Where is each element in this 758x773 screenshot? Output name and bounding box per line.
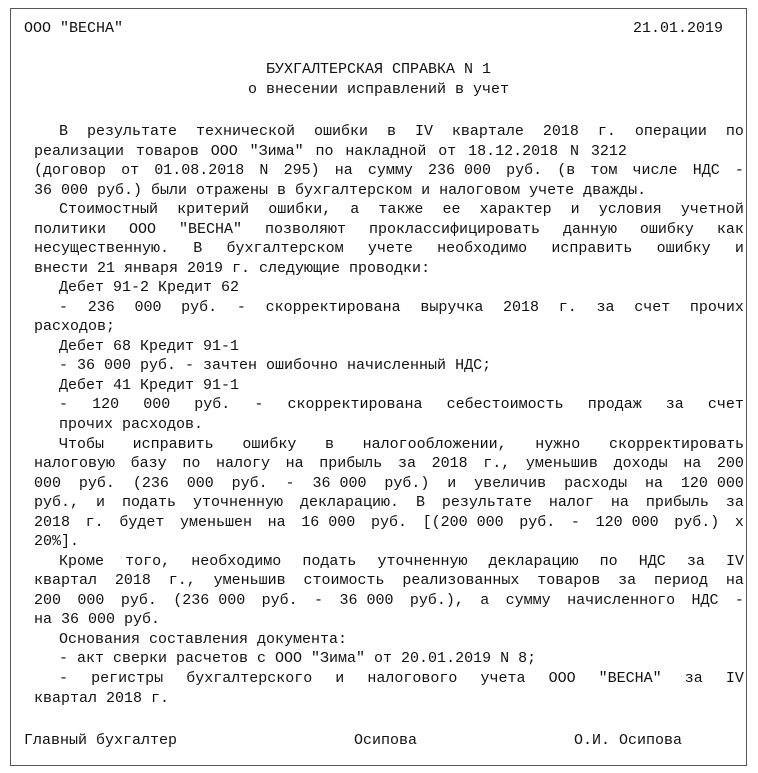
word: "ВЕСНА" xyxy=(598,670,662,687)
word: операции xyxy=(634,123,707,140)
body-line-11: расходов; xyxy=(34,318,116,335)
body-line-02 xyxy=(34,142,627,162)
body-line-23 xyxy=(59,552,744,572)
word: - xyxy=(254,396,264,413)
word: себестоимость xyxy=(446,396,564,413)
document-title: БУХГАЛТЕРСКАЯ СПРАВКА N 1 xyxy=(265,61,492,78)
word: характер xyxy=(479,201,552,218)
word: и xyxy=(447,475,457,492)
word: 2018 xyxy=(542,123,579,140)
word: за xyxy=(686,553,705,570)
word: за xyxy=(618,572,637,589)
word: 36 000 xyxy=(339,592,394,609)
word: г. xyxy=(558,299,577,316)
word: Чтобы xyxy=(59,436,105,453)
word: базу xyxy=(130,455,167,472)
word: руб. xyxy=(231,475,268,492)
word: за xyxy=(684,670,703,687)
word: НДС xyxy=(692,162,720,179)
word: 000 xyxy=(143,396,171,413)
word: г. xyxy=(597,123,616,140)
word: начисленного xyxy=(567,592,676,609)
document-date: 21.01.2019 xyxy=(633,20,724,37)
word: 236 000 xyxy=(427,162,491,179)
body-line-07 xyxy=(34,239,744,259)
word: а xyxy=(480,592,490,609)
entry-debit-68: Дебет 68 Кредит 91-1 xyxy=(59,338,240,355)
word: 01.08.2018 xyxy=(154,162,245,179)
word: руб. xyxy=(261,592,298,609)
body-line-03 xyxy=(34,161,744,181)
word: ее xyxy=(442,201,461,218)
body-line-26: на 36 000 руб. xyxy=(34,611,161,628)
word: технической xyxy=(195,123,295,140)
body-line-19 xyxy=(34,474,744,494)
word: на xyxy=(267,514,286,531)
word: x xyxy=(734,514,744,531)
word: IV xyxy=(414,123,433,140)
word: 200 xyxy=(716,455,744,472)
body-line-24 xyxy=(34,571,744,591)
signature-position: Главный бухгалтер xyxy=(24,732,178,749)
word: 2018 xyxy=(34,514,71,531)
word: (236 xyxy=(132,475,169,492)
basis-item-act: - акт сверки расчетов с ООО "Зима" от 20.01.2019 N 8; xyxy=(59,650,537,667)
word: уточненную xyxy=(192,494,283,511)
word: - xyxy=(59,670,69,687)
word: ООО xyxy=(210,143,238,160)
word: ошибку xyxy=(656,240,711,257)
word: налоговую xyxy=(34,455,116,472)
company-name: ООО "ВЕСНА" xyxy=(24,20,124,37)
word: г., xyxy=(168,572,196,589)
word: 000 xyxy=(77,592,105,609)
word: на xyxy=(334,162,353,179)
word: ООО xyxy=(128,221,156,238)
word: критерий xyxy=(177,201,250,218)
word: бухгалтерском xyxy=(226,240,344,257)
word: 2018 xyxy=(114,572,151,589)
word: IV xyxy=(725,670,744,687)
word: N xyxy=(570,143,580,160)
body-line-01 xyxy=(59,122,744,142)
word: - xyxy=(59,299,69,316)
word: реализованных xyxy=(402,572,520,589)
word: уменьшив xyxy=(213,572,286,589)
word: данную xyxy=(562,221,617,238)
word: 120 xyxy=(92,396,120,413)
word: реализации xyxy=(34,143,125,160)
word: 36 000 xyxy=(312,475,367,492)
word: необходимо xyxy=(191,553,282,570)
word: В xyxy=(59,123,69,140)
word: товаров xyxy=(537,572,601,589)
word: декларацию. xyxy=(299,494,399,511)
word: (договор xyxy=(34,162,107,179)
basis-item-registers xyxy=(59,669,744,689)
word: - xyxy=(570,514,580,531)
word: ошибки, xyxy=(268,201,332,218)
word: 120 000 xyxy=(680,475,744,492)
word: 16 000 xyxy=(301,514,356,531)
word: бухгалтерского xyxy=(186,670,313,687)
entry-debit-91-2: Дебет 91-2 Кредит 62 xyxy=(59,279,240,296)
word: и xyxy=(734,240,744,257)
word: В xyxy=(193,240,203,257)
entry-debit-41: Дебет 41 Кредит 91-1 xyxy=(59,377,240,394)
body-line-20 xyxy=(34,493,744,513)
body-line-16: прочих расходов. xyxy=(59,416,204,433)
word: также xyxy=(378,201,424,218)
word: IV xyxy=(725,553,744,570)
word: 000 xyxy=(186,475,214,492)
word: НДС xyxy=(691,592,719,609)
word: на xyxy=(644,475,663,492)
word: и xyxy=(335,670,345,687)
word: скорректирована xyxy=(265,299,401,316)
word: налогового xyxy=(367,670,458,687)
word: квартале xyxy=(451,123,524,140)
word: условия xyxy=(598,201,662,218)
word: за xyxy=(725,494,744,511)
word: руб.) xyxy=(674,514,720,531)
word: выручка xyxy=(420,299,484,316)
word: несущественную. xyxy=(34,240,170,257)
word: регистры xyxy=(91,670,164,687)
body-line-18 xyxy=(34,454,744,474)
signatory-name: О.И. Осипова xyxy=(574,732,683,749)
word: исправить xyxy=(132,436,214,453)
word: на xyxy=(725,572,744,589)
word: подать xyxy=(302,553,357,570)
word: Стоимостный xyxy=(59,201,159,218)
word: счет xyxy=(634,299,671,316)
word: учете xyxy=(367,240,413,257)
word: будет xyxy=(119,514,165,531)
word: в xyxy=(324,436,334,453)
word: стоимость xyxy=(303,572,385,589)
body-line-05 xyxy=(59,200,744,220)
signature-mark: Осипова xyxy=(354,732,418,749)
word: руб. xyxy=(506,162,543,179)
word: руб. xyxy=(519,514,556,531)
word: скорректировать xyxy=(608,436,744,453)
word: ООО xyxy=(548,670,576,687)
word: руб. xyxy=(78,475,115,492)
word: а xyxy=(350,201,360,218)
word: - xyxy=(734,162,744,179)
word: руб. xyxy=(120,592,157,609)
word: - xyxy=(314,592,324,609)
word: исправить xyxy=(551,240,633,257)
word: 3212 xyxy=(590,143,627,160)
word: руб. xyxy=(370,514,407,531)
word: ошибку xyxy=(639,221,694,238)
word: за xyxy=(665,396,684,413)
word: ошибку xyxy=(242,436,297,453)
word: по xyxy=(182,455,201,472)
word: и xyxy=(570,201,580,218)
word: в xyxy=(386,123,396,140)
word: налог xyxy=(548,494,594,511)
word: необходимо xyxy=(437,240,528,257)
word: на xyxy=(683,455,702,472)
word: проклассифицировать xyxy=(368,221,540,238)
word: уточненную xyxy=(377,553,468,570)
word: подать xyxy=(121,494,176,511)
word: учетной xyxy=(680,201,744,218)
word: том xyxy=(590,162,618,179)
word: по xyxy=(315,143,334,160)
body-line-08: внести 21 января 2019 г. следующие проводки: xyxy=(34,260,431,277)
word: НДС xyxy=(638,553,666,570)
word: - xyxy=(236,299,246,316)
body-line-17 xyxy=(59,435,744,455)
word: руб., xyxy=(34,494,80,511)
word: - xyxy=(734,592,744,609)
body-line-13: - 36 000 руб. - зачтен ошибочно начисленный НДС; xyxy=(59,357,492,374)
word: доходы xyxy=(613,455,668,472)
body-line-04: 36 000 руб.) были отражены в бухгалтерском и налоговом учете дважды. xyxy=(34,182,647,199)
word: налогу xyxy=(215,455,270,472)
word: - xyxy=(59,396,69,413)
body-line-21 xyxy=(34,513,744,533)
word: по xyxy=(725,123,744,140)
word: (в xyxy=(557,162,576,179)
word: прибыль xyxy=(645,494,709,511)
word: уменьшен xyxy=(179,514,252,531)
word: - xyxy=(285,475,295,492)
word: 2018 xyxy=(431,455,468,472)
word: [(200 000 xyxy=(422,514,504,531)
word: результате xyxy=(86,123,177,140)
word: и xyxy=(95,494,105,511)
word: результате xyxy=(441,494,532,511)
body-line-25 xyxy=(34,591,744,611)
word: уменьшив xyxy=(525,455,598,472)
word: нужно xyxy=(535,436,581,453)
word: руб. xyxy=(194,396,231,413)
word: (236 000 xyxy=(173,592,246,609)
word: числе xyxy=(632,162,678,179)
word: декларацию xyxy=(488,553,579,570)
word: период xyxy=(654,572,709,589)
word: политики xyxy=(34,221,107,238)
word: счет xyxy=(707,396,744,413)
word: увеличив xyxy=(474,475,547,492)
word: 236 xyxy=(87,299,115,316)
word: 000 xyxy=(134,299,162,316)
word: руб. xyxy=(181,299,218,316)
word: 120 000 xyxy=(595,514,659,531)
word: по xyxy=(599,553,618,570)
word: за xyxy=(397,455,416,472)
body-line-30: квартал 2018 г. xyxy=(34,690,170,707)
word: руб.) xyxy=(384,475,430,492)
word: "ВЕСНА" xyxy=(178,221,242,238)
word: как xyxy=(716,221,744,238)
word: учета xyxy=(480,670,526,687)
word: товаров xyxy=(135,143,199,160)
body-line-22: 20%]. xyxy=(34,533,80,550)
word: 295) xyxy=(283,162,320,179)
word: 2018 xyxy=(503,299,540,316)
basis-heading: Основания составления документа: xyxy=(59,631,348,648)
word: за xyxy=(596,299,615,316)
word: позволяют xyxy=(264,221,346,238)
word: прибыль xyxy=(319,455,383,472)
word: В xyxy=(415,494,425,511)
word: 200 xyxy=(34,592,62,609)
word: от xyxy=(121,162,140,179)
body-line-06 xyxy=(34,220,744,240)
word: от xyxy=(438,143,457,160)
body-line-10 xyxy=(59,298,744,318)
word: сумму xyxy=(505,592,551,609)
word: 000 xyxy=(34,475,62,492)
word: продаж xyxy=(587,396,642,413)
word: ошибки xyxy=(313,123,368,140)
word: налогообложении, xyxy=(362,436,507,453)
word: "Зима" xyxy=(249,143,304,160)
word: г. xyxy=(85,514,104,531)
word: накладной xyxy=(345,143,427,160)
word: прочих xyxy=(689,299,744,316)
word: на xyxy=(610,494,629,511)
word: на xyxy=(285,455,304,472)
word: квартал xyxy=(34,572,98,589)
document-subtitle: о внесении исправлений в учет xyxy=(247,81,510,98)
document-page xyxy=(10,8,747,766)
word: руб.), xyxy=(409,592,464,609)
word: скорректирована xyxy=(287,396,423,413)
word: расходы xyxy=(564,475,628,492)
body-line-15 xyxy=(59,395,744,415)
word: N xyxy=(259,162,269,179)
word: 18.12.2018 xyxy=(468,143,559,160)
word: Кроме xyxy=(59,553,105,570)
word: сумму xyxy=(367,162,413,179)
word: того, xyxy=(125,553,171,570)
word: г., xyxy=(483,455,511,472)
